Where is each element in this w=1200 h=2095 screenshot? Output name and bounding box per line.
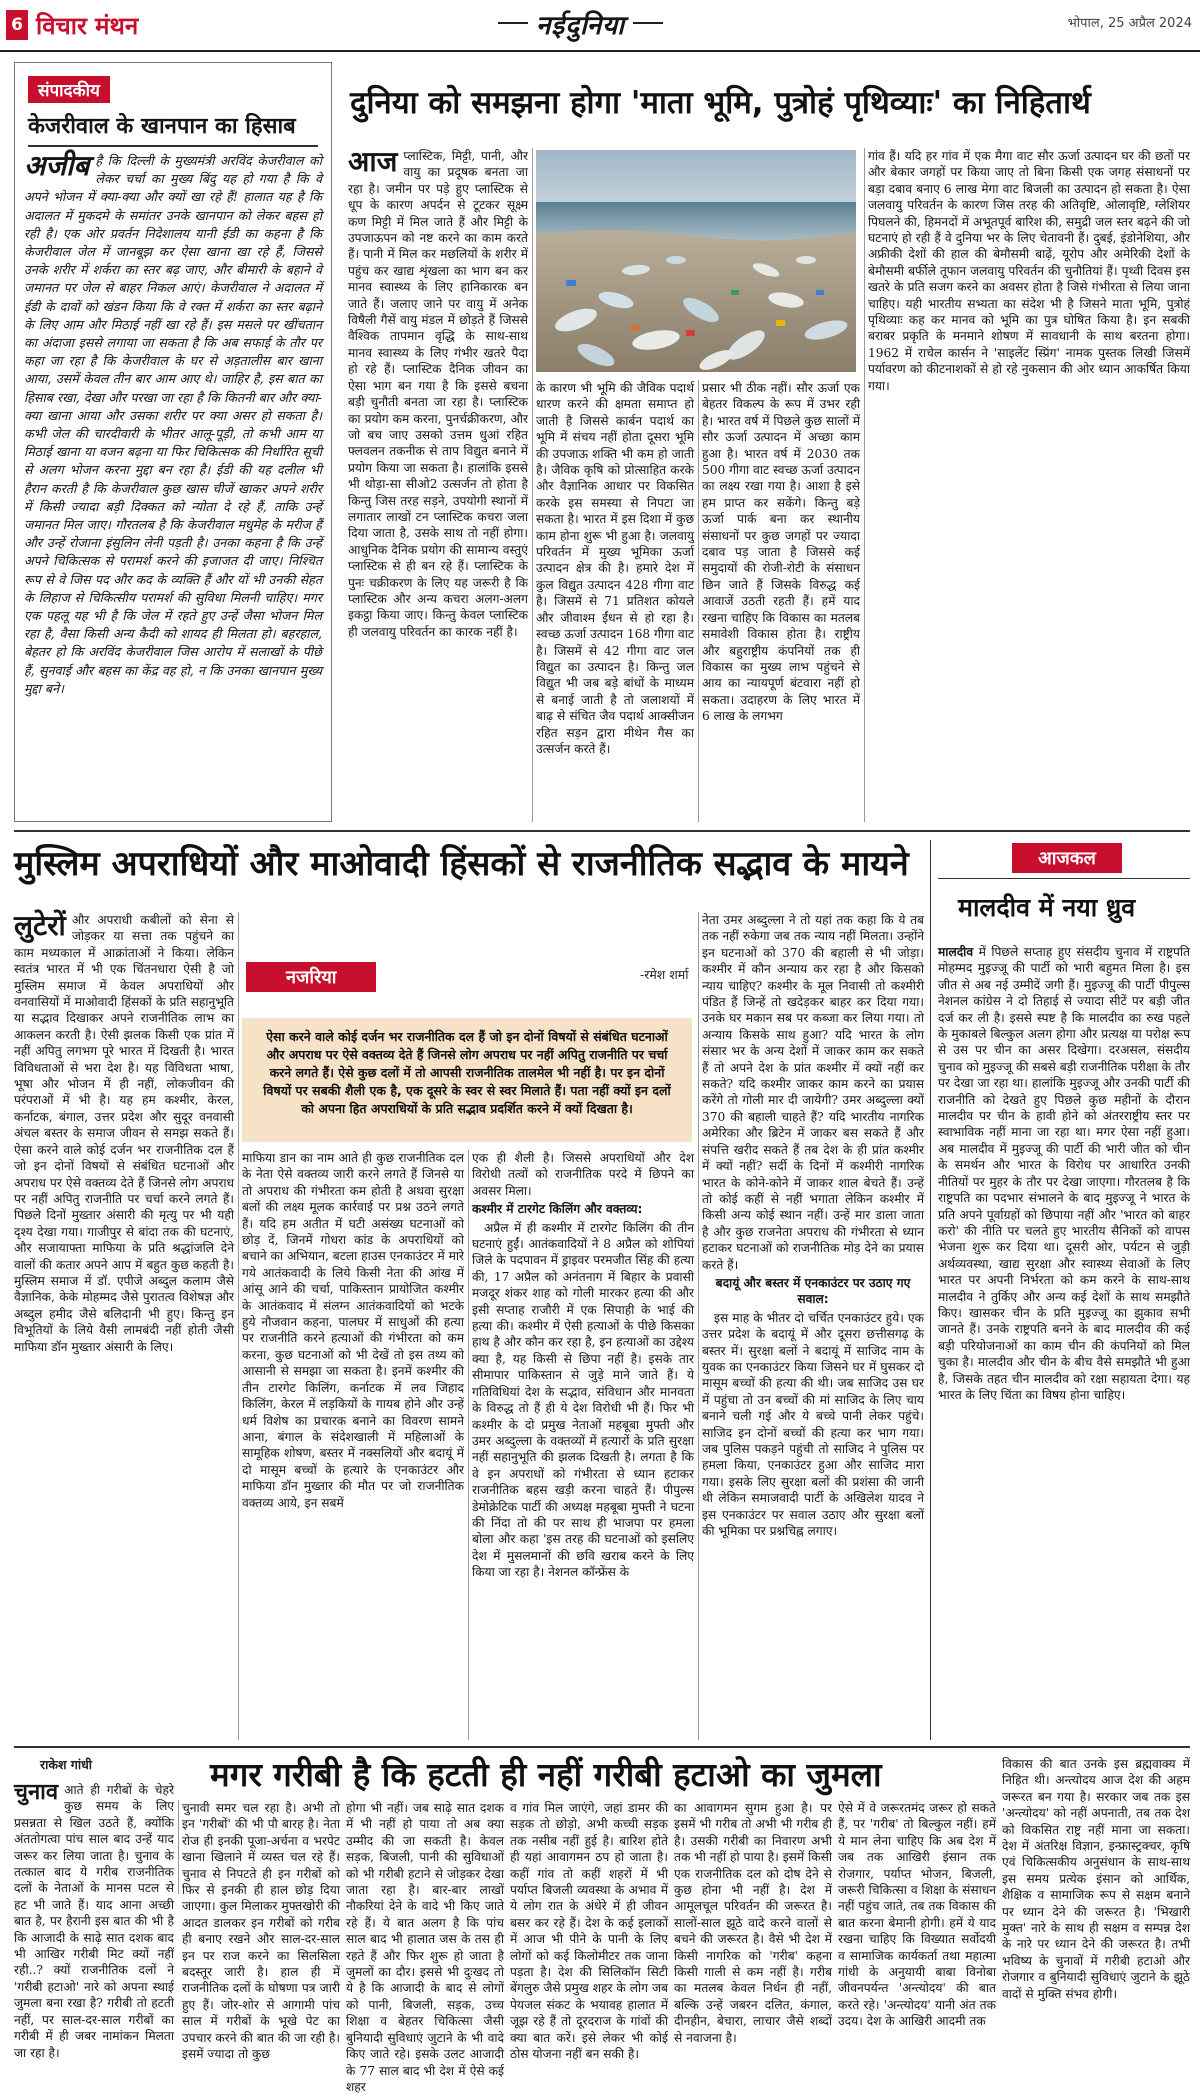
article3-headline: मालदीव में नया ध्रुव bbox=[958, 893, 1136, 922]
article2-para: अप्रैल में ही कश्मीर में टारगेट किलिंग की तीन घटनाएं हुईं। आतंकवादियों ने 8 अप्रैल को शोपियां जिले के पदपावन में ड्राइवर परमजीत सिंह की हत्या की, 17 अप्रैल को अनंतनाग में बिहार के प्रवासी मजदूर शंकर शाह को गोली मारकर हत्या की और इसी सप्ताह राजौरी में एक सिपाही के भाई की हत्या की। कश्मीर में ऐसी हत्याओं के पीछे किसका हाथ है और कौन कर रहा है, इन हत्याओं का उद्देश्य क्या है, यह किसी से छिपा नहीं है। इसके तार सीमापार पाकिस्तान से जुड़े माने जाते हैं। ये गतिविधियां देश के सद्भाव, संविधान और मानवता के विरुद्ध तो हैं ही ये देश विरोधी भी हैं। फिर भी कश्मीर के दो प्रमुख नेताओं महबूबा मुफ्ती और उमर अब्दुल्ला के वक्तव्यों में हत्यारों के प्रति सुरक्षा नहीं सहानुभूति की झलक दिखती है। लगता है कि वे इन अपराधों को गंभीरता से ध्यान हटाकर राजनीतिक बहस खड़ी करना चाहते हैं। पीपुल्स डेमोक्रेटिक पार्टी की अध्यक्ष महबूबा मुफ्ती ने घटना की निंदा तो की पर साथ ही भाजपा पर हमला बोला और कहा 'इस तरह की घटनाओं को इसलिए देश में मुसलमानों की छवि खराब करने के लिए किया जा रहा है। नेशनल कॉन्फ्रेंस के bbox=[472, 1220, 694, 1580]
plastic-waste-beach-photo bbox=[536, 150, 856, 372]
section-title: विचार मंथन bbox=[36, 12, 139, 40]
article4-col2: चुनावी समर चल रहा है। अभी तो इन 'गरीबों' की भी पौ बारह है। नेता रोज ही इनकी पूजा-अर्चना व भरपेट खाना खिलाने में व्यस्त चल रहे हैं। चुनाव से निपटते ही इन गरीबों को फिर से इनकी ही हाल छोड़ दिया जाएगा। कुल मिलाकर मुफ्तखोरी की आदत डालकर इन गरीबों को गरीब ही बनाए रखने और साल-दर-साल इन पर राज करने का सिलसिला बदस्तूर जारी है। हाल ही में राजनीतिक दलों के घोषणा पत्र जारी हुए हैं। जोर-शोर से आगामी पांच साल में गरीबों के भूखे पेट का उपचार करने की बात की जा रही है। इसमें ज्यादा तो कुछ bbox=[182, 1801, 340, 2062]
article2-headline: मुस्लिम अपराधियों और माओवादी हिंसकों से राजनीतिक सद्भाव के मायने bbox=[14, 844, 909, 884]
article1-col2: के कारण भी भूमि की जैविक पदार्थ धारण करने की क्षमता समाप्त हो जाती है जिससे कार्बन पदार्थ का भूमि में संचय नहीं होता दूसरा भूमि की उपजाऊ शक्ति भी कम हो जाती है। जैविक कृषि को प्रोत्साहित करके और वैज्ञानिक आधार पर विकसित करके इस समस्या से निपटा जा सकता है। भारत में इस दिशा में कुछ काम होना शुरू भी हुआ है। जलवायु परिवर्तन में मुख्य भूमिका ऊर्जा उत्पादन क्षेत्र की है। हमारे देश में कुल विद्युत उत्पादन 428 गीगा वाट है। जिसमें से 71 प्रतिशत कोयले और जीवाश्म ईंधन से हो रहा है। स्वच्छ ऊर्जा उत्पादन 168 गीगा वाट है। जिसमें से 42 गीगा वाट जल विद्युत का उत्पादन है। किन्तु जल विद्युत भी जब बड़े बांधों के माध्यम से बनाई जाती है तो जलाशयों में बाढ़ से संचित जैव पदार्थ आक्सीजन रहित सड़न द्वारा मीथेन गैस का उत्सर्जन करते हैं। bbox=[536, 381, 694, 756]
drop-word: आज bbox=[348, 145, 398, 178]
photo-illustration bbox=[536, 150, 856, 372]
divider bbox=[698, 912, 699, 1740]
article4-col5: का आवागमन सुगम हुआ है। पर इसमें भी गरीब तो अभी भी गरीब ही है। उसकी गरीबी का निवारण अभी तक भी नहीं हो पाया है। इसमें किसी एक राजनीतिक दल को दोष देने से कुछ होना भी नहीं है। देश में आमूलचूल परिवर्तन की जरूरत है। सालों-साल झूठे वादे करने वालों से बचने की जरूरत है। वैसे भी देश में किसी नागरिक को 'गरीब' कहना किसी गाली से कम नहीं है। गरीब का मतलब केवल निर्धन ही नहीं, बल्कि उन्हें जबरन दलित, कंगाल, दीनहीन, बेचारा, लाचार जैसे शब्दों से नवाजना है। bbox=[674, 1801, 832, 2045]
divider bbox=[698, 380, 699, 822]
article1-col1 bbox=[348, 145, 528, 822]
article4-col4: व गांव मिल जाएंगे, जहां डामर की सड़क तो छोड़ो, अभी कच्ची सड़क तक नसीब नहीं हुई है। बारिश होते ही यहां आवागमन ठप हो जाता है। कहीं गांव तो कहीं शहरों में भी पर्याप्त बिजली व्यवस्था के अभाव में ये लोग रात के अंधेरे में ही जीवन बसर कर रहे हैं। देश के कई इलाकों में आज भी पीने के पानी के लिए लोगों को कई किलोमीटर तक जाना पड़ता है। देश की सिलिकॉन सिटी बेंगलुरु जैसे प्रमुख शहर के लोग जब पेयजल संकट के भयावह हालात में जूझ रहे हैं तो दूरदराज के गांवों की क्या बात करें। इसे लेकर भी कोई ठोस योजना नहीं बन सकी है। bbox=[510, 1801, 668, 2062]
article2-byline: -रमेश शर्मा bbox=[640, 967, 689, 982]
article1-col4: गांव हैं। यदि हर गांव में एक मैगा वाट सौर ऊर्जा उत्पादन घर की छतों पर और बेकार जगहों पर किया जाए तो बिना किसी एक जगह संसाधनों पर बड़ा दबाव बनाए 6 लाख मेगा वाट बिजली का उत्पादन हो सकता है। ऐसा जलवायु परिवर्तन के कारण जिस तरह की अतिवृष्टि, ओलावृष्टि, ग्लेशियर पिघलने की, हिमनदों में अभूतपूर्व बारिश की, समुद्री जल स्तर बढ़ने की जो घटनाएं हो रही हैं वे दुनिया भर के लिए चेतावनी हैं। दुबई, इंडोनेशिया, और अफ्रीकी देशों की हाल की बेमौसमी बाढ़ें, यूरोप और अमेरिकी देशों के बेमौसमी बर्फीले तूफान जलवायु परिवर्तन की चुनौतियां हैं। पृथ्वी दिवस इस खतरे के प्रति सजग करने का अवसर होता है जिसे गंभीरता से लिया जाना चाहिए। यही भारतीय सभ्यता का संदेश भी है जिसने माता भूमि, पुत्रोहं पृथिव्याः कह कर मानव को भूमि का पुत्र घोषित किया है। इन सबकी बराबर प्रकृति के मनमाने शोषण में सावधानी के साथ बरतना होगा। 1962 में राचेल कार्सन ने 'साइलेंट स्प्रिंग' नामक पुस्तक लिखी जिसमें पर्यावरण को कीटनाशकों से हो रहे नुकसान की ओर ध्यान आकर्षित किया गया। bbox=[868, 149, 1190, 393]
article4-text: आते ही गरीबों के चेहरे कुछ समय के लिए प्रसन्नता से खिल उठते हैं, क्योंकि अंततोगत्वा पांच साल बाद उन्हें याद जरूर कर लिया जाता है। चुनाव के तत्काल बाद ये गरीब राजनीतिक दलों के नेताओं के मानस पटल से हट भी जाते हैं। याद आना अच्छी बात है, पर हैरानी इस बात की भी है कि आजादी के साढ़े सात दशक बाद भी आखिर गरीबी मिट क्यों नहीं रही..? क्यों राजनीतिक दलों ने 'गरीबी हटाओ' नारे को अपना स्थाई जुमला बना रखा है? गरीबी तो हटती नहीं, पर साल-दर-साल गरीबों का गरीबी में ही जबर नामांकन मिलता जा रहा है। bbox=[14, 1783, 174, 2060]
subhead-kashmir: कश्मीर में टारगेट किलिंग और वक्तव्य: bbox=[472, 1202, 643, 1217]
divider bbox=[532, 148, 533, 822]
article2-para: इस माह के भीतर दो चर्चित एनकाउंटर हुये। एक उत्तर प्रदेश के बदायूं में और दूसरा छत्तीसगढ़ के बस्तर में। सुरक्षा बलों ने बदायूं में साजिद नाम के युवक का एनकाउंटर किया जिसने घर में घुसकर दो मासूम बच्चों की हत्या की थी। जब साजिद उस घर में पहुंचा तो उन बच्चों की मां साजिद के लिए चाय बनाने चली गई और ये बच्चे पानी लेकर पहुंचे। साजिद इन दोनों बच्चों की हत्या कर भाग गया। जब पुलिस पकड़ने पहुंची तो साजिद ने पुलिस पर हमला किया, एनकाउंटर हुआ और साजिद मारा गया। इसके लिए सुरक्षा बलों की प्रशंसा की जानी थी लेकिन समाजवादी पार्टी के अखिलेश यादव ने इस एनकाउंटर पर सवाल उठाए और सुरक्षा बलों की भूमिका पर प्रश्नचिह्न लगाए। bbox=[702, 1310, 924, 1539]
edition-date: भोपाल, 25 अप्रैल 2024 bbox=[1067, 16, 1192, 31]
article4-col3: होगा भी नहीं। जब साढ़े सात दशक में भी नहीं हो पाया तो अब क्या उम्मीद की जा सकती है। केवल सड़क, बिजली, पानी की सुविधाओं को भी गरीबी हटाने से जोड़कर देखा जाता रहा है। बार-बार लाखों नौकरियां देने के वादे भी किए जाते रहे हैं। ये बात अलग है कि पांच साल बाद भी हालात जस के तस ही रहते हैं और फिर शुरू हो जाता है जुमलों का दौर। इससे भी दुःखद तो ये है कि आजादी के बाद से लोगों को पानी, बिजली, सड़क, उच्च शिक्षा व बेहतर चिकित्सा जैसी बुनियादी सुविधाएं जुटाने के भी वादे किए जाते रहे। इसके उलट आजादी के 77 साल बाद भी देश में ऐसे कई शहर bbox=[346, 1801, 504, 2094]
article1-headline: दुनिया को समझना होगा 'माता भूमि, पुत्रोहं पृथिव्याः' का निहितार्थ bbox=[350, 85, 1091, 121]
divider bbox=[28, 145, 318, 147]
divider bbox=[930, 840, 931, 1740]
article2-col2: माफिया डान का नाम आते ही कुछ राजनीतिक दल के नेता ऐसे वक्तव्य जारी करने लगते हैं जिनसे या तो अपराध की गंभीरता कम होती है अथवा सुरक्षा बलों की लक्ष्य मूलक कार्रवाई पर प्रश्न उठने लगते हैं। यदि हम अतीत में घटी असंख्य घटनाओं को छोड़ दें, जिनमें गोधरा कांड के अपराधियों को बचाने का अभियान, बटला हाउस एनकाउंटर में मारे गये आतंकवादी के लिये किसी नेता की आंख में आंसू आने की चर्चा, पाकिस्तान प्रायोजित कश्मीर के आतंकवाद में संलग्न आतंकवादियों को भटके हुये नौजवान कहना, पालघर में साधुओं की हत्या पर राजनीति करने हत्याओं की गंभीरता को कम करना, कुछ घटनाओं को भी देखें तो इस तथ्य को आसानी से समझा जा सकता है। इनमें कश्मीर की तीन टारगेट किलिंग, कर्नाटक में लव जिहाद किलिंग, केरल में लड़कियों के गायब होने और उन्हें धर्म विशेष का प्रचारक बनाने का विवरण सामने आना, बंगाल के संदेशखाली में महिलाओं के सामूहिक शोषण, बस्तर में नक्सलियों और बदायूं में दो मासूम बच्चों के हत्यारे के एनकाउंटर और माफिया डॉन मुख्तार की मौत पर जो राजनीतिक वक्तव्य आये, इन सबमें bbox=[242, 1151, 464, 1510]
divider bbox=[14, 830, 1190, 832]
article1-text: प्लास्टिक, मिट्टी, पानी, और वायु का प्रदूषक बनता जा रहा है। जमीन पर पड़े हुए प्लास्टिक से धूप के कारण अपर्दन से टूटकर सूक्ष्म कण मिट्टी में मिल जाते हैं और मिट्टी के उपजाऊपन को नष्ट करने का काम करते हैं। पानी में मिल कर मछलियों के शरीर में पहुंच कर खाद्य शृंखला का भाग बन कर मानव स्वास्थ्य के लिए हानिकारक बन जाते हैं। जलाए जाने पर वायु में अनेक विषैली गैसें वायु मंडल में छोड़ते हैं जिससे वैश्विक तापमान वृद्धि के साथ-साथ मानव स्वास्थ्य के लिए गंभीर खतरे पैदा हो रहे हैं। प्लास्टिक दैनिक जीवन का ऐसा भाग बन गया है कि इससे बचना बड़ी चुनौती बनता जा रहा है। प्लास्टिक का प्रयोग कम करना, पुनर्चक्रीकरण, और जो बच जाए उसको उत्तम धुआं रहित फ्लवलन तकनीक से ताप विद्युत बनाने में प्रयोग किया जा सकता है। हालांकि इससे भी थोड़ा-सा सीओ2 उत्सर्जन तो होता है किन्तु जिस तरह सड़ने, उपयोगी स्थानों में लगातार लाखों टन प्लास्टिक कचरा जला दिया जाता है, उसके साथ तो नहीं होगा। आधुनिक दैनिक प्रयोग की सामान्य वस्तुएं प्लास्टिक से ही बन रहे हैं। प्लास्टिक के पुनः चक्रीकरण के लिए यह जरूरी है कि प्लास्टिक और अन्य कचरा अलग-अलग इकट्ठा किया जाए। किन्तु केवल प्लास्टिक ही जलवायु परिवर्तन का कारक नहीं है। bbox=[348, 149, 528, 639]
masthead-logo: नईदुनिया bbox=[536, 6, 625, 42]
editorial-tag: संपादकीय bbox=[28, 76, 110, 103]
editorial-text: है कि दिल्ली के मुख्यमंत्री अरविंद केजरीवाल को लेकर चर्चा का मुख्य बिंदु यह हो गया है कि वे अपने भोजन में क्या-क्या और क्यों खा रहे हैं! हालात यह है कि अदालत में मुकदमे के समांतर उनके खानपान को लेकर बहस हो रही है। एक ओर प्रवर्तन निदेशालय यानी ईडी का कहना है कि केजरीवाल जेल में जानबूझ कर ऐसा खाना खा रहे हैं, जिससे उनके शरीर में शर्करा का स्तर बढ़ जाए, और बीमारी के बहाने वे जमानत पर जेल से बाहर निकल आएं। केजरीवाल ने अदालत में ईडी के दावों को खंडन किया कि वे रक्त में शर्करा का स्तर बढ़ाने के लिए आम और मिठाई नहीं खा रहे हैं। इस मसले पर खींचतान का अंदाजा इससे लगाया जा सकता है कि अब सफाई के तौर पर कहा जा रहा है कि केजरीवाल के घर से अड़तालीस बार खाना आया, उसमें केवल तीन बार आम आए थे। जाहिर है, इस बात का हिसाब रखा, देखा और परखा जा रहा है कि कितनी बार और क्या-क्या खाना आया और उसका शरीर पर क्या असर हो सकता है। कभी जेल की चारदीवारी के भीतर आलू-पूड़ी, तो कभी आम या मिठाई खाना या वजन बढ़ना या फिर चिकित्सक की निर्धारित सूची से अलग भोजन करना मुद्दा बन रहा है। ईडी की यह दलील भी हैरान करती है कि केजरीवाल कुछ खास चीजें खाकर अपने शरीर में किसी ज्यादा बड़ी दिक्कत को न्योता दे रहे हैं, ताकि उन्हें जमानत मिल जाए। गौरतलब है कि केजरीवाल मधुमेह के मरीज हैं और उन्हें रोजाना इंसुलिन लेनी पड़ती है। उनका कहना है कि उन्हें अपने चिकित्सक से परामर्श करने की इजाजत दी जाए। निश्चित रूप से वे जिस पद और कद के व्यक्ति हैं और यों भी उनकी सेहत के लिहाज से चिकित्सीय परामर्श की सुविधा मिलनी चाहिए। मगर एक पहलू यह भी है कि जेल में रहते हुए उन्हें जैसा भोजन मिल रहा है, वैसा किसी अन्य कैदी को शायद ही मिलता हो। बहरहाल, बेहतर हो कि अरविंद केजरीवाल जिस आरोप में सलाखों के पीछे हैं, सुनवाई और बहस का केंद्र वह हो, न कि उनका खानपान मुख्य मुद्दा बने। bbox=[24, 153, 322, 696]
article1-col3: प्रसार भी ठीक नहीं। सौर ऊर्जा एक बेहतर विकल्प के रूप में उभर रही है। भारत वर्ष में पिछले कुछ सालों में सौर ऊर्जा उत्पादन में अच्छा काम हुआ है। भारत वर्ष में 2030 तक 500 गीगा वाट स्वच्छ ऊर्जा उत्पादन का लक्ष्य रखा गया है। आशा है इसे हम प्राप्त कर सकेंगे। किन्तु बड़े ऊर्जा पार्क बना कर स्थानीय संसाधनों पर कुछ जगहों पर ज्यादा दबाव पड़ जाता है जिससे कई समुदायों की रोजी-रोटी के संसाधन छिन जाते हैं जिसके विरुद्ध कई आवाजें उठती रहती हैं। हमें याद रखना चाहिए कि विकास का मतलब समावेशी विकास होता है। राष्ट्रीय और बहुराष्ट्रीय कंपनियों तक ही विकास का मुख्य लाभ पहुंचने से आय का न्यायपूर्ण बंटवारा नहीं हो सकता। उदाहरण के लिए भारत में 6 लाख के लगभग bbox=[702, 381, 860, 724]
drop-word: चुनाव bbox=[14, 1780, 59, 1805]
divider bbox=[178, 1800, 179, 1894]
divider bbox=[468, 1150, 469, 1740]
subhead-encounter: बदायूं और बस्तर में एनकाउंटर पर उठाए गए सवाल: bbox=[715, 1275, 911, 1307]
article4-col1 bbox=[14, 1780, 174, 2060]
article2-text: और अपराधी कबीलों को सेना से जोड़कर या सत्ता तक पहुंचने का काम मध्यकाल में आक्रांताओं ने किया। लेकिन स्वतंत्र भारत में भी एक चिंतनधारा ऐसी है जो मुस्लिम समाज में केवल अपराधियों और वनवासियों में माओवादी हिंसकों के प्रति सहानुभूति या सद्भाव दिखाकर अपने राजनीतिक लाभ का आकलन करती है। ऐसी झलक किसी एक प्रांत में नहीं अपितु लगभग पूरे भारत में दिखती है। भारत विविधताओं से भरा देश है। यह विविधता भाषा, भूषा और भोजन में ही नहीं, लोकजीवन की परंपराओं में भी है। यह हम कश्मीर, केरल, कर्नाटक, बंगाल, उत्तर प्रदेश और सुदूर वनवासी अंचल बस्तर के समाज जीवन से समझ सकते हैं। ऐसा करने वाले कोई दर्जन भर राजनीतिक दल हैं जो इन दोनों विषयों से संबंधित घटनाओं और अपराध पर ऐसे वक्तव्य देते हैं जिनसे लोग अपराध पर नहीं अपितु राजनीति पर चर्चा करने लगते हैं। पिछले दिनों मुख्तार अंसारी की मृत्यु पर भी यही दृश्य देखा गया। गाजीपुर से बांदा तक की घटनाएं, और सजायाफ्ता माफिया के प्रति श्रद्धांजलि देने वालों की कतार अपने आप में बहुत कुछ कहती है। मुस्लिम समाज में डॉ. एपीजे अब्दुल कलाम जैसे वैज्ञानिक, केके मोहम्मद जैसे पुरातत्व विशेषज्ञ और अब्दुल हमीद जैसे बलिदानी भी हुए। किन्तु इन विभूतियों के लिये वैसी लामबंदी नहीं होती जैसी माफिया डॉन मुख्तार अंसारी के लिए। bbox=[14, 913, 234, 1354]
drop-word: लुटेरों bbox=[14, 909, 66, 942]
editorial-title: केजरीवाल के खानपान का हिसाब bbox=[28, 114, 296, 139]
article4-headline: मगर गरीबी है कि हटती ही नहीं गरीबी हटाओ का जुमला bbox=[210, 1755, 882, 1794]
article3-body bbox=[938, 944, 1190, 1740]
article2-col3 bbox=[472, 1150, 694, 1740]
editorial-body bbox=[24, 149, 322, 814]
article4-col7: विकास की बात उनके इस ब्रह्मवाक्य में निहित थी। अन्त्योदय आज देश की अहम जरूरत बन गया है। सरकार जब तक इस 'अन्त्योदय' को नहीं अपनाती, तब तक देश को विकसित राष्ट्र नहीं माना जा सकता। देश में अंतरिक्ष विज्ञान, इन्फ्रास्ट्रक्चर, कृषि एवं चिकित्सकीय अनुसंधान के साथ-साथ इस समय प्रत्येक इंसान को आर्थिक, शैक्षिक व सामाजिक रूप से सक्षम बनाने पर ध्यान देने की जरूरत है। 'भिखारी मुक्त' नारे के साथ ही सक्षम व सम्पन्न देश के नारे पर ध्यान देने की जरूरत है। तभी भविष्य के चुनावों में गरीबी हटाओ और रोजगार व बुनियादी सुविधाएं जुटाने के झूठे वादों से मुक्ति संभव होगी। bbox=[1002, 1757, 1190, 2001]
drop-word: मालदीव bbox=[938, 945, 974, 959]
page-header bbox=[0, 0, 1200, 52]
article2-tag: नजरिया bbox=[246, 962, 376, 992]
divider bbox=[938, 878, 1190, 879]
article2-col4 bbox=[702, 912, 924, 1740]
divider bbox=[14, 1746, 1190, 1748]
article3-text: में पिछले सप्ताह हुए संसदीय चुनाव में राष्ट्रपति मोहम्मद मुइज्जू की पार्टी को भारी बहुमत मिला है। इस जीत से अब नई उम्मीदें जगी हैं। मुइज्जू की पार्टी पीपुल्स नेशनल कांग्रेस ने दो तिहाई से ज्यादा सीटें पर बड़ी जीत दर्ज कर ली है। इससे स्पष्ट है कि मालदीव का रुख पहले के मुकाबले बिल्कुल अलग होगा और प्रत्यक्ष या परोक्ष रूप से उस पर चीन का असर दिखेगा। दरअसल, संसदीय चुनाव को मुइज्जू की सबसे बड़ी राजनीतिक परीक्षा के तौर पर देखा जा रहा था। हालांकि मुइज्जू और उनकी पार्टी की राजनीति को देखते हुए पिछले कुछ महीनों के दौरान मालदीव पर चीन के हावी होने को अंतरराष्ट्रीय स्तर पर स्वाभाविक नहीं माना जा रहा था। मगर ऐसा नहीं हुआ। अब मालदीव में मुइज्जू की पार्टी की भारी जीत को चीन के समर्थन और भारत के विरोध पर आधारित उनकी नीतियों पर मुहर के तौर पर देखा जाएगा। गौरतलब है कि राष्ट्रपति का पदभार संभालने के बाद मुइज्जू ने भारत के प्रति अपने पूर्वाग्रहों को छिपाया नहीं और 'भारत को बाहर करो' की नीति पर चलते हुए भारतीय सैनिकों को वापस भेजना शुरू कर दिया था। दूसरी ओर, पर्यटन से जुड़ी अर्थव्यवस्था, खाद्य सुरक्षा और स्वास्थ्य सेवाओं के लिए भारत पर अपनी निर्भरता को कम करने के साथ-साथ मालदीव ने तुर्किए और अन्य कई देशों के साथ समझौते किए। खासकर चीन के प्रति मुइज्जू का झुकाव सभी जानते हैं। उनके राष्ट्रपति बनने के बाद मालदीव की कई बड़ी परियोजनाओं का काम चीन की कंपनियों को मिल चुका है। मालदीव और चीन के बीच वैसे समझौते भी हुआ है, जिसके तहत चीन मालदीव को रक्षा सहायता देगा। यह भारत के लिए चिंता का विषय होना चाहिए। bbox=[938, 945, 1190, 1402]
article3-tag: आजकल bbox=[1012, 843, 1122, 873]
drop-word: अजीब bbox=[24, 149, 90, 182]
page-number: 6 bbox=[6, 10, 28, 40]
article4-col6: ऐसे में वे जरूरतमंद जरूर हो सकते हैं, पर 'गरीब' तो बिल्कुल नहीं। हमें ये मान लेना चाहिए कि अब देश में जब तक आखिरी इंसान तक रोजगार, पर्याप्त भोजन, बिजली, जरूरी चिकित्सा व शिक्षा के संसाधन नहीं पहुंच जाते, तब तक विकास की बात करना बेमानी होगी। हमें ये याद रखना चाहिए कि विख्यात सर्वोदयी व सामाजिक कार्यकर्ता तथा महात्मा गांधी के अनुयायी बाबा विनोबा जीवनपर्यन्त 'अन्त्योदय' की बात करते रहे। 'अन्त्योदय' यानी अंत तक उदय। देश के आखिरी आदमी तक bbox=[838, 1801, 996, 2029]
article4-byline: राकेश गांधी bbox=[40, 1757, 93, 1772]
article2-col1 bbox=[14, 909, 234, 1740]
pull-quote: ऐसा करने वाले कोई दर्जन भर राजनीतिक दल हैं जो इन दोनों विषयों से संबंधित घटनाओं और अपराध पर ऐसे वक्तव्य देते हैं जिनसे लोग अपराध पर नहीं अपितु राजनीति पर चर्चा करने लगते हैं। ऐसे कुछ दलों में तो आपसी राजनीतिक तालमेल भी नहीं है। पर इन दोनों विषयों पर सबकी शैली एक है, एक दूसरे के स्वर से स्वर मिलाते हैं। पता नहीं क्यों इन दलों को अपना हित अपराधियों के प्रति सद्भाव प्रदर्शित करने में क्यों दिखता है। bbox=[242, 1018, 692, 1142]
article2-para: नेता उमर अब्दुल्ला ने तो यहां तक कहा कि ये तब तक नहीं रुकेगा जब तक न्याय नहीं मिलता। उन्होंने इन घटनाओं को 370 की बहाली से भी जोड़ा। कश्मीर में कौन अन्याय कर रहा है और किसको न्याय चाहिए? कश्मीर के मूल निवासी तो कश्मीरी पंडित हैं जिन्हें तो खदेड़कर बाहर कर दिया गया। उनके घर मकान सब पर कब्जा कर लिया गया। तो अन्याय किसके साथ हुआ? यदि भारत के लोग संसार भर के अन्य देशों में जाकर काम कर सकते हैं तो अपने देश के प्रांत कश्मीर में क्यों नहीं कर सकते? यदि कश्मीर जाकर काम करने का प्रयास करेंगे तो गोली मार दी जायेगी? उमर अब्दुल्ला क्यों 370 की बहाली चाहते हैं? यदि भारतीय नागरिक अमेरिका और ब्रिटेन में जाकर बस सकते हैं और संपत्ति खरीद सकते हैं तब देश के ही प्रांत कश्मीर में क्यों नहीं? सर्दी के दिनों में कश्मीरी नागरिक भारत के कोने-कोने में जाकर शाल बेचते हैं। उन्हें तो कोई कहीं से नहीं भगाता लेकिन कश्मीर में किसी अन्य कोई स्थान नहीं। उन्हें मार डाला जाता है और कुछ राजनेता अपराध की गंभीरता से ध्यान हटाकर घटनाओं को राजनीतिक मोड़ देने का प्रयास करते हैं। bbox=[702, 913, 924, 1272]
divider bbox=[864, 148, 865, 822]
divider bbox=[238, 912, 239, 1740]
article2-para: एक ही शैली है। जिससे अपराधियों और देश विरोधी तत्वों को राजनीतिक परदे में छिपने का अवसर मिला। bbox=[472, 1151, 694, 1198]
